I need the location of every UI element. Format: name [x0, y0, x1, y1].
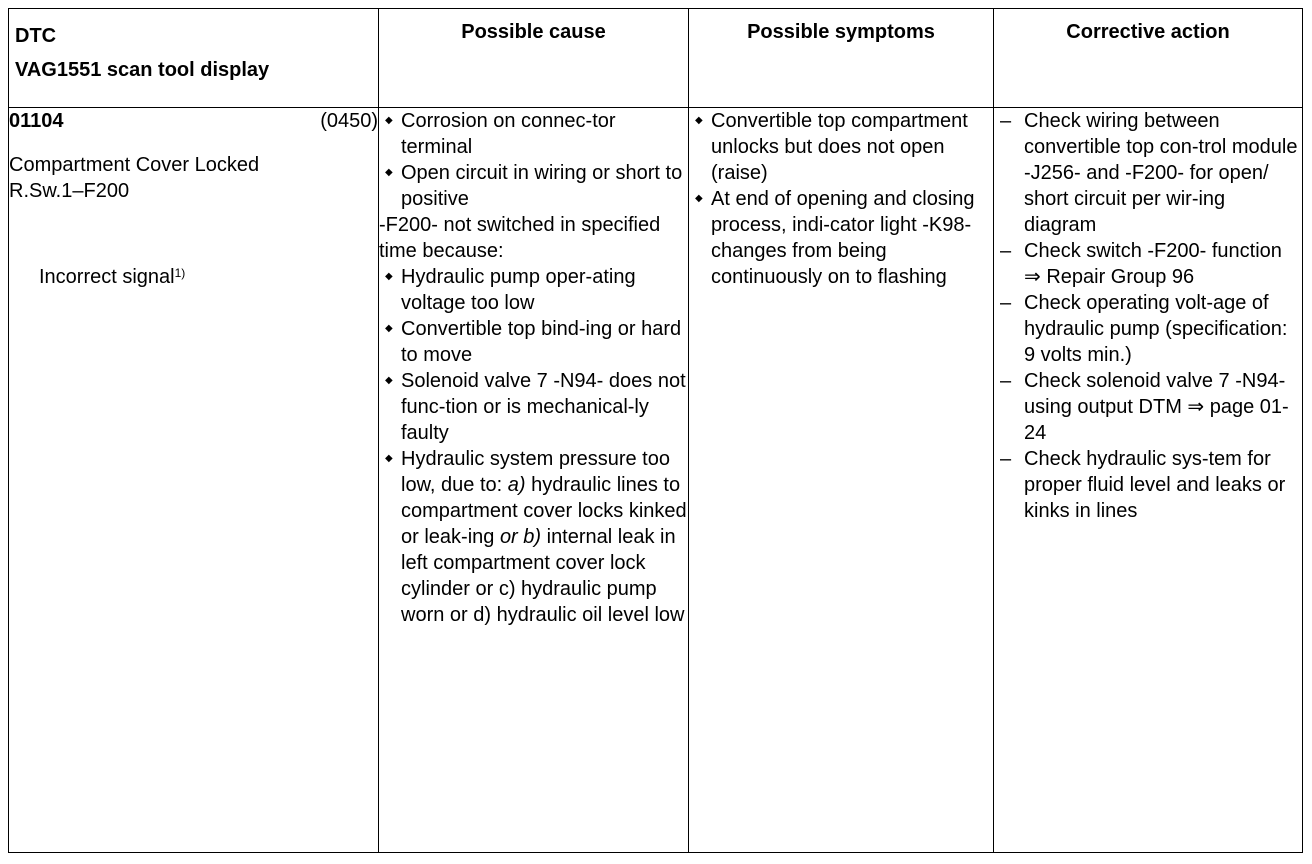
- dtc-signal-text: Incorrect signal: [39, 266, 175, 288]
- cause-item: -F200- not switched in specified time because:: [379, 214, 661, 262]
- dtc-signal: [9, 264, 378, 290]
- dtc-description-line1: Compartment Cover Locked: [9, 154, 260, 176]
- header-row: [9, 9, 1303, 108]
- cause-text: hydraulic lines to compartment cover locks kinked or leak-ing: [401, 474, 687, 548]
- dtc-code-alt: (0450): [320, 110, 378, 132]
- action-item: – Check switch -F200- function ⇒ Repair Group 96: [994, 238, 1302, 290]
- header-possible-symptoms: Possible symptoms: [689, 9, 994, 108]
- dtc-signal-footnote: 1): [174, 266, 186, 280]
- cause-item: ◆ Corrosion on connec-tor terminal: [379, 108, 688, 160]
- action-item: – Check wiring between convertible top con-trol module -J256- and -F200- for open/ short circuit per wir-ing diagram: [994, 108, 1302, 238]
- symptom-cell: [689, 108, 994, 853]
- cause-item: ◆ Solenoid valve 7 -N94- does not func-tion or is mechanical-ly faulty: [379, 368, 688, 446]
- cause-list: [379, 108, 688, 628]
- cause-cell: [379, 108, 689, 853]
- cause-item: [379, 446, 688, 628]
- header-possible-cause: Possible cause: [379, 9, 689, 108]
- dtc-code-line: [9, 108, 378, 134]
- dtc-row: [9, 108, 1303, 853]
- cause-text: Hydraulic system pressure too low, due to:: [401, 448, 670, 496]
- dtc-cell: [9, 108, 379, 853]
- header-dtc-line2: VAG1551 scan tool display: [15, 59, 270, 81]
- action-item: – Check hydraulic sys-tem for proper fluid level and leaks or kinks in lines: [994, 446, 1302, 524]
- cause-emphasis: or b): [499, 526, 542, 548]
- dtc-code: 01104: [9, 110, 64, 132]
- symptom-item: ◆ At end of opening and closing process, indi-cator light -K98- changes from being continuously on to flashing: [689, 186, 993, 290]
- cause-item: ◆ Hydraulic pump oper-ating voltage too low: [379, 264, 688, 316]
- header-dtc-line1: DTC: [15, 25, 57, 47]
- cause-text: internal leak in left compartment cover lock cylinder or c) hydraulic pump worn or d) hydraulic oil level low: [401, 526, 685, 626]
- header-dtc: [9, 9, 379, 108]
- cause-emphasis: a): [507, 474, 526, 496]
- symptom-item: ◆ Convertible top compartment unlocks but does not open (raise): [689, 108, 993, 186]
- cause-item: ◆ Open circuit in wiring or short to positive: [379, 160, 688, 212]
- cause-item: ◆ Convertible top bind-ing or hard to move: [379, 316, 688, 368]
- dtc-description-line2: R.Sw.1–F200: [9, 180, 130, 202]
- symptom-list: [689, 108, 993, 290]
- dtc-description: [9, 152, 378, 204]
- action-item: – Check operating volt-age of hydraulic pump (specification: 9 volts min.): [994, 290, 1302, 368]
- action-cell: [994, 108, 1303, 853]
- action-item: – Check solenoid valve 7 -N94- using output DTM ⇒ page 01-24: [994, 368, 1302, 446]
- header-corrective-action: Corrective action: [994, 9, 1303, 108]
- action-list: [994, 108, 1302, 524]
- dtc-table: [8, 8, 1303, 853]
